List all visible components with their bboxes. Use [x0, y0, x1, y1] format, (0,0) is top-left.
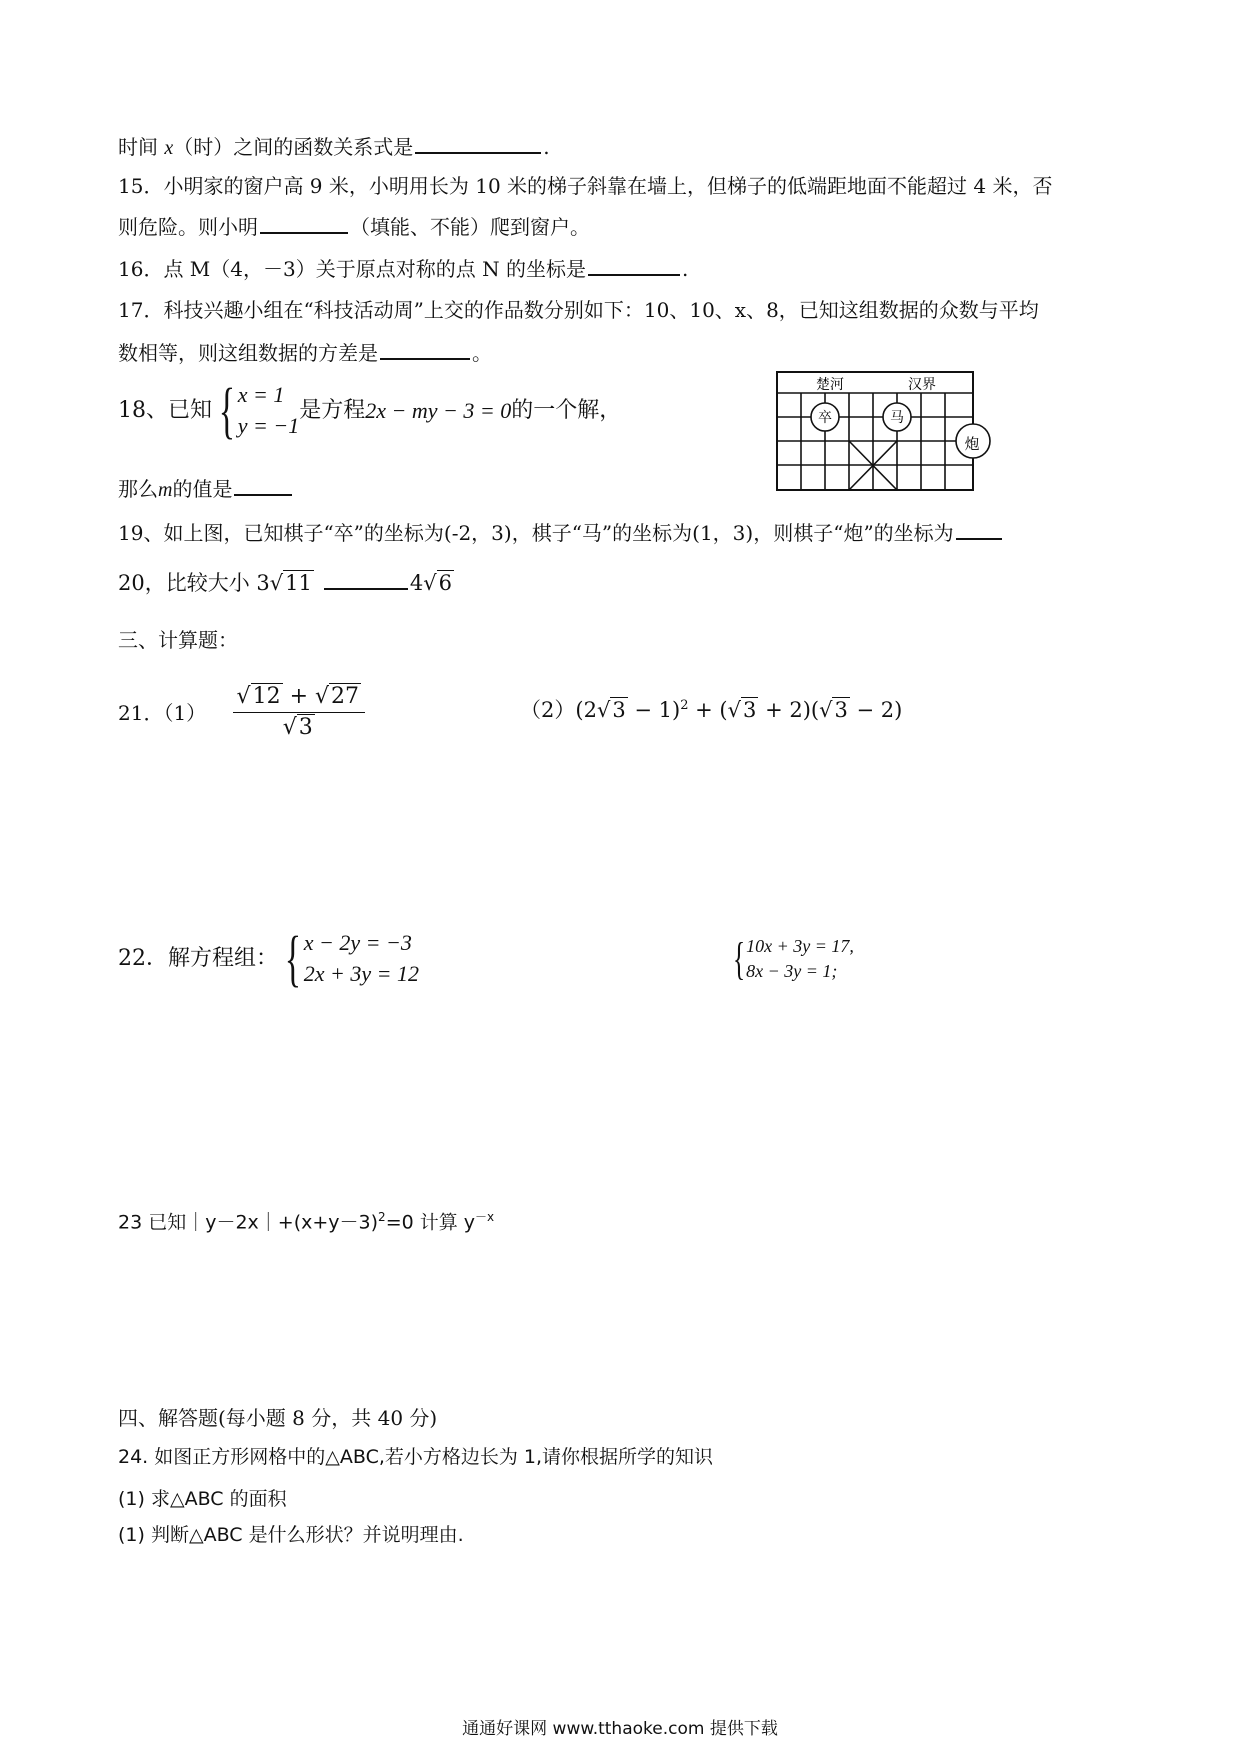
q22-system-a: { x − 2y = −3 2x + 3y = 12	[284, 925, 419, 993]
q22-a	[118, 925, 419, 993]
q16	[118, 256, 688, 281]
q22-b	[728, 934, 854, 984]
q14-var-x: x	[164, 137, 174, 159]
chess-board-figure	[776, 371, 1002, 493]
q21-2-part-b: − 1)	[627, 698, 681, 722]
q21-2-part-a: (2	[575, 698, 597, 722]
q17-answer-blank[interactable]	[380, 340, 470, 360]
q18-line1	[118, 377, 622, 445]
q23-text-a: 23 已知｜y－2x｜+(x+y－3)	[118, 1211, 379, 1234]
section-4-title: 四、解答题(每小题 8 分，共 40 分)	[118, 1406, 438, 1430]
q21-num-radicand-a: 12	[252, 684, 281, 709]
q18-sys-line2: y = −1	[237, 413, 300, 438]
page-footer: 通通好课网 www.tthaoke.com 提供下载	[462, 1719, 778, 1739]
q20	[118, 570, 454, 596]
q19-text: 19、如上图，已知棋子“卒”的坐标为(-2，3)，棋子“马”的坐标为(1，3)，则棋子“炮”的坐标为	[118, 521, 954, 545]
q23-power: －x	[475, 1210, 495, 1224]
q17-text: 数相等，则这组数据的方差是	[118, 341, 378, 365]
q16-answer-blank[interactable]	[588, 256, 680, 276]
q18-equation: 2x − my − 3 = 0	[365, 397, 512, 423]
q21-2-part-d: + 2)(	[758, 698, 820, 722]
river-label-left: 楚河	[816, 377, 844, 393]
q16-end: .	[681, 257, 689, 281]
q20-sqrt-11: √11	[269, 571, 312, 595]
q14-continuation	[118, 134, 550, 160]
q15-answer-blank[interactable]	[260, 214, 348, 234]
river-label-right: 汉界	[908, 377, 936, 393]
q15-text-a: 则危险。则小明	[118, 215, 258, 239]
q18-line2	[118, 476, 294, 502]
q22-sys-a-line2: 2x + 3y = 12	[303, 961, 419, 986]
board-grid	[777, 393, 973, 490]
q21-2-radicand-2: 3	[743, 698, 757, 722]
q21-num-radicand-b: 27	[331, 684, 360, 709]
q24-line2: (1) 求△ABC 的面积	[118, 1488, 287, 1510]
q23-text-b: =0 计算 y	[385, 1211, 476, 1234]
q21-plus: +	[282, 684, 315, 709]
q24-line3: (1) 判断△ABC 是什么形状？并说明理由.	[118, 1524, 464, 1546]
q18-sys-line1: x = 1	[237, 382, 285, 408]
q18-var-m: m	[158, 479, 173, 501]
q20-answer-blank[interactable]	[324, 570, 408, 590]
board-border	[777, 372, 973, 490]
q18-system: { x = 1 y = −1	[218, 377, 300, 445]
q21-fraction: $\frac{√12 + √27}{√3}$	[233, 684, 365, 742]
q14-text-b: （时）之间的函数关系式是	[173, 135, 414, 159]
q23-exponent: 2	[378, 1210, 386, 1224]
q18-answer-blank[interactable]	[234, 476, 292, 496]
q17-end: 。	[472, 341, 492, 365]
q19	[118, 520, 1004, 545]
q18-text-a: 18、已知	[118, 397, 212, 423]
q20-text-a: 20，比较大小 3	[118, 571, 270, 595]
q15-line2	[118, 214, 590, 239]
q19-answer-blank[interactable]	[956, 520, 1002, 540]
q14-answer-blank[interactable]	[415, 134, 541, 154]
q21-2-part-e: − 2)	[849, 698, 903, 722]
q21-2-label: （2）	[520, 698, 576, 722]
q23	[118, 1210, 494, 1234]
q22-system-b: { 10x + 3y = 17, 8x − 3y = 1;	[732, 933, 854, 985]
q21-1	[118, 684, 365, 742]
section-3-title: 三、计算题：	[118, 628, 238, 652]
q17-line1: 17．科技兴趣小组在“科技活动周”上交的作品数分别如下：10、10、x、8，已知这组数据的众数与平均	[118, 298, 1039, 322]
q14-text-a: 时间	[118, 135, 165, 159]
q20-radicand-1: 11	[285, 571, 312, 595]
q21-den-radicand: 3	[298, 715, 313, 741]
q22-sys-b-line1: 10x + 3y = 17,	[746, 936, 854, 956]
q21-2: $(2)(2√3 - 1)^2 + (√3 + 2)(√3 - 2)$	[520, 698, 903, 722]
piece-zu: 卒	[818, 410, 832, 426]
q21-2-part-c: + (	[688, 698, 728, 722]
q22-sys-b-line2: 8x − 3y = 1;	[746, 961, 838, 982]
q20-sqrt-6: √6	[423, 571, 453, 595]
q15-line1: 15．小明家的窗户高 9 米，小明用长为 10 米的梯子斜靠在墙上，但梯子的低端距地面不能超过 4 米，否	[118, 174, 1053, 198]
q21-label: 21．（1）	[118, 700, 207, 725]
q24-line1: 24. 如图正方形网格中的△ABC,若小方格边长为 1,请你根据所学的知识	[118, 1446, 714, 1468]
q17-line2	[118, 340, 492, 365]
piece-pao: 炮	[964, 435, 980, 453]
q22-sys-a-line1: x − 2y = −3	[303, 930, 412, 956]
q18-text-d: 那么	[118, 477, 158, 501]
q18-text-c: 的一个解，	[511, 397, 622, 423]
q16-text: 16．点 M（4，－3）关于原点对称的点 N 的坐标是	[118, 257, 586, 281]
q15-text-b: （填能、不能）爬到窗户。	[350, 215, 590, 239]
q21-2-exponent: 2	[680, 698, 689, 713]
piece-ma: 马	[890, 410, 904, 426]
q21-2-radicand-3: 3	[834, 698, 848, 722]
q20-radicand-2: 6	[438, 571, 453, 595]
q14-end: .	[543, 135, 550, 159]
q22-label: 22．解方程组：	[118, 945, 278, 971]
q18-text-e: 的值是	[172, 477, 233, 501]
q18-text-b: 是方程	[299, 397, 366, 423]
q21-2-radicand-1: 3	[612, 698, 626, 722]
q20-text-b: 4	[409, 571, 424, 595]
